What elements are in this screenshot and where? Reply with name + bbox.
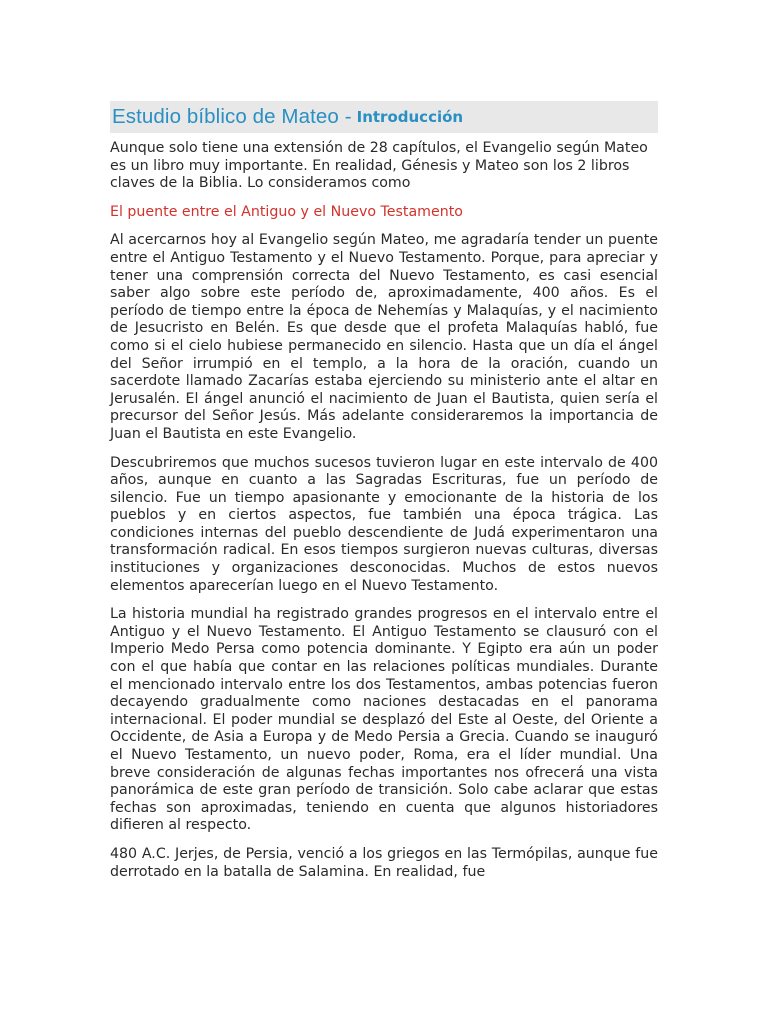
body-paragraph-3: La historia mundial ha registrado grandes progresos en el intervalo entre el Antiguo y el Nuevo Testamento. El Antiguo Testamento se clausuró con el Imperio Medo Persa como potencia dominante. Y Egipto era aún un poder con el que había que contar en las relaciones políticas mundiales. Durante el mencionado intervalo entre los dos Testamentos, ambas potencias fueron decayendo gradualmente como naciones destacadas en el panorama internacional. El poder mundial se desplazó del Este al Oeste, del Oriente a Occidente, de Asia a Europa y de Medo Persia a Grecia. Cuando se inauguró el Nuevo Testamento, un nuevo poder, Roma, era el líder mundial. Una breve consideración de algunas fechas importantes nos ofrecerá una vista panorámica de este gran período de transición. Solo cabe aclarar que estas fechas son aproximadas, teniendo en cuenta que algunos historiadores difieren al respecto. (110, 606, 658, 834)
body-paragraph-1: Al acercarnos hoy al Evangelio según Mateo, me agradaría tender un puente entre el Antiguo Testamento y el Nuevo Testamento. Porque, para apreciar y tener una comprensión correcta del Nuevo Testamento, es casi esencial saber algo sobre este período de, aproximadamente, 400 años. Es el período de tiempo entre la época de Nehemías y Malaquías, y el nacimiento de Jesucristo en Belén. Es que desde que el profeta Malaquías habló, fue como si el cielo hubiese permanecido en silencio. Hasta que un día el ángel del Señor irrumpió en el templo, a la hora de la oración, cuando un sacerdote llamado Zacarías estaba ejerciendo su ministerio ante el altar en Jerusalén. El ángel anunció el nacimiento de Juan el Bautista, quien sería el precursor del Señor Jesús. Más adelante consideraremos la importancia de Juan el Bautista en este Evangelio. (110, 232, 658, 442)
title-bar (110, 101, 658, 133)
body-paragraph-2: Descubriremos que muchos sucesos tuvieron lugar en este intervalo de 400 años, aunque en cuanto a las Sagradas Escrituras, fue un período de silencio. Fue un tiempo apasionante y emocionante de la historia de los pueblos y en ciertos aspectos, fue también una época trágica. Las condiciones internas del pueblo descendiente de Judá experimentaron una transformación radical. En esos tiempos surgieron nuevas culturas, diversas instituciones y organizaciones desconocidas. Muchos de estos nuevos elementos aparecerían luego en el Nuevo Testamento. (110, 454, 658, 594)
document-subtitle: Introducción (356, 108, 464, 126)
body-paragraph-4: 480 A.C. Jerjes, de Persia, venció a los griegos en las Termópilas, aunque fue derrotado en la batalla de Salamina. En realidad, fue (110, 845, 658, 880)
intro-paragraph: Aunque solo tiene una extensión de 28 capítulos, el Evangelio según Mateo es un libro muy importante. En realidad, Génesis y Mateo son los 2 libros claves de la Biblia. Lo consideramos como (110, 140, 648, 192)
section-heading: El puente entre el Antiguo y el Nuevo Testamento (110, 203, 463, 220)
document-title: Estudio bíblico de Mateo - (112, 105, 352, 128)
